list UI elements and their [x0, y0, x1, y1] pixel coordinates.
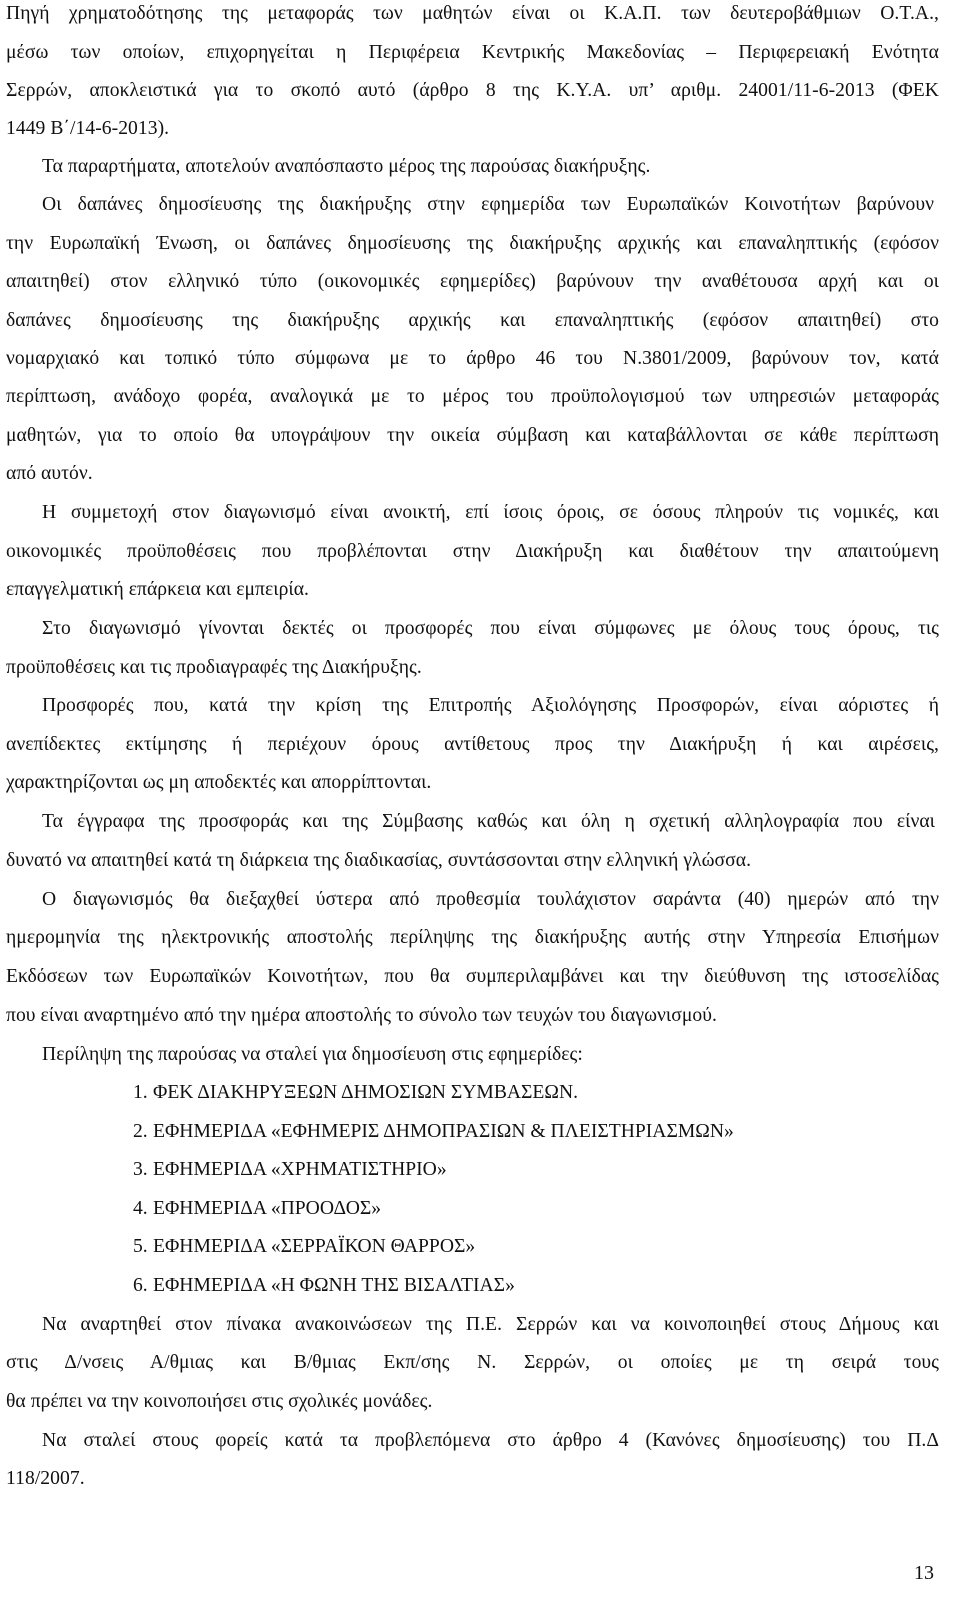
costs-line-7: μαθητών, για το οποίο θα υπογράψουν την οικεία σύμβαση και καταβάλλονται σε κάθε περίπτωση	[6, 425, 939, 446]
deadline-line-4: που είναι αναρτημένο από την ημέρα αποστολής το σύνολο των τευχών του διαγωνισμού.	[6, 1005, 717, 1026]
costs-line-4: δαπάνες δημοσίευσης της διακήρυξης αρχικής και επαναληπτικής (εφόσον απαιτηθεί) στο	[6, 310, 939, 331]
accepted-line-2: προϋποθέσεις και τις προδιαγραφές της Διακήρυξης.	[6, 657, 422, 678]
list-item	[133, 1274, 515, 1298]
participation-line-1: Η συμμετοχή στον διαγωνισμό είναι ανοικτή, επί ίσοις όροις, σε όσους πληρούν τις νομικές, και	[42, 502, 939, 523]
costs-line-1: Οι δαπάνες δημοσίευσης της διακήρυξης στην εφημερίδα των Ευρωπαϊκών Κοινοτήτων βαρύνουν	[42, 194, 934, 215]
list-text: ΕΦΗΜΕΡΙΔΑ «ΕΦΗΜΕΡΙΣ ΔΗΜΟΠΡΑΣΙΩΝ & ΠΛΕΙΣΤΗΡΙΑΣΜΩΝ»	[153, 1121, 734, 1142]
funding-line-3: Σερρών, αποκλειστικά για το σκοπό αυτό (άρθρο 8 της Κ.Υ.Α. υπ’ αριθμ. 24001/11-6-2013 (ΦΕΚ	[6, 80, 939, 101]
list-number: 2.	[133, 1121, 148, 1142]
notification-line-3: θα πρέπει να την κοινοποιήσει στις σχολικές μονάδες.	[6, 1391, 433, 1412]
list-item	[133, 1197, 381, 1221]
list-number: 1.	[133, 1082, 148, 1103]
page-number: 13	[914, 1562, 934, 1584]
costs-line-6: περίπτωση, ανάδοχο φορέα, αναλογικά με το μέρος του προϋπολογισμού των υπηρεσιών μεταφοράς	[6, 386, 939, 407]
list-number: 5.	[133, 1236, 148, 1257]
list-text: ΕΦΗΜΕΡΙΔΑ «ΠΡΟΟΔΟΣ»	[153, 1198, 382, 1219]
annexes-line: Τα παραρτήματα, αποτελούν αναπόσπαστο μέρος της παρούσας διακήρυξης.	[42, 156, 651, 177]
costs-line-2: την Ευρωπαϊκή Ένωση, οι δαπάνες δημοσίευσης της διακήρυξης αρχικής και επαναληπτικής (εφόσον	[6, 233, 939, 254]
language-line-2: δυνατό να απαιτηθεί κατά τη διάρκεια της διαδικασίας, συντάσσονται στην ελληνική γλώσσα.	[6, 850, 752, 871]
accepted-line-1: Στο διαγωνισμό γίνονται δεκτές οι προσφορές που είναι σύμφωνες με όλους τους όρους, τις	[42, 618, 939, 639]
list-item	[133, 1158, 447, 1182]
list-text: ΕΦΗΜΕΡΙΔΑ «ΣΕΡΡΑΪΚΟΝ ΘΑΡΡΟΣ»	[153, 1236, 476, 1257]
dispatch-line-2: 118/2007.	[6, 1468, 85, 1489]
list-number: 6.	[133, 1275, 148, 1296]
costs-line-5: νομαρχιακό και τοπικό τύπο σύμφωνα με το άρθρο 46 του Ν.3801/2009, βαρύνουν τον, κατά	[6, 348, 939, 369]
participation-line-3: επαγγελματική επάρκεια και εμπειρία.	[6, 579, 310, 600]
newspapers-intro: Περίληψη της παρούσας να σταλεί για δημοσίευση στις εφημερίδες:	[42, 1044, 583, 1065]
funding-line-4: 1449 Β΄/14-6-2013).	[6, 118, 170, 139]
rejected-line-2: ανεπίδεκτες εκτίμησης ή περιέχουν όρους αντίθετους προς την Διακήρυξη ή και αιρέσεις,	[6, 734, 939, 755]
language-line-1: Τα έγγραφα της προσφοράς και της Σύμβασης καθώς και όλη η σχετική αλληλογραφία που είναι	[42, 811, 935, 832]
list-text: ΕΦΗΜΕΡΙΔΑ «ΧΡΗΜΑΤΙΣΤΗΡΙΟ»	[153, 1159, 447, 1180]
list-text: ΦΕΚ ΔΙΑΚΗΡΥΞΕΩΝ ΔΗΜΟΣΙΩΝ ΣΥΜΒΑΣΕΩΝ.	[153, 1082, 579, 1103]
costs-line-3: απαιτηθεί) στον ελληνικό τύπο (οικονομικές εφημερίδες) βαρύνουν την αναθέτουσα αρχή και οι	[6, 271, 939, 292]
funding-line-1: Πηγή χρηματοδότησης της μεταφοράς των μαθητών είναι οι Κ.Α.Π. των δευτεροβάθμιων Ο.Τ.Α.,	[6, 3, 939, 24]
list-item	[133, 1081, 578, 1105]
participation-line-2: οικονομικές προϋποθέσεις που προβλέπονται στην Διακήρυξη και διαθέτουν την απαιτούμενη	[6, 541, 939, 562]
funding-line-2: μέσω των οποίων, επιχορηγείται η Περιφέρεια Κεντρικής Μακεδονίας – Περιφερειακή Ενότητα	[6, 42, 939, 63]
list-number: 4.	[133, 1198, 148, 1219]
rejected-line-1: Προσφορές που, κατά την κρίση της Επιτροπής Αξιολόγησης Προσφορών, είναι αόριστες ή	[42, 695, 939, 716]
list-text: ΕΦΗΜΕΡΙΔΑ «Η ΦΩΝΗ ΤΗΣ ΒΙΣΑΛΤΙΑΣ»	[153, 1275, 515, 1296]
list-item	[133, 1120, 734, 1144]
list-number: 3.	[133, 1159, 148, 1180]
notification-line-1: Να αναρτηθεί στον πίνακα ανακοινώσεων της Π.Ε. Σερρών και να κοινοποιηθεί στους Δήμους και	[42, 1314, 939, 1335]
deadline-line-1: Ο διαγωνισμός θα διεξαχθεί ύστερα από προθεσμία τουλάχιστον σαράντα (40) ημερών από την	[42, 889, 939, 910]
deadline-line-3: Εκδόσεων των Ευρωπαϊκών Κοινοτήτων, που θα συμπεριλαμβάνει και την διεύθυνση της ιστοσελίδας	[6, 966, 939, 987]
notification-line-2: στις Δ/νσεις Α/θμιας και Β/θμιας Εκπ/σης Ν. Σερρών, οι οποίες με τη σειρά τους	[6, 1352, 939, 1373]
deadline-line-2: ημερομηνία της ηλεκτρονικής αποστολής περίληψης της διακήρυξης αυτής στην Υπηρεσία Επισήμων	[6, 927, 939, 948]
costs-line-8: από αυτόν.	[6, 463, 93, 484]
dispatch-line-1: Να σταλεί στους φορείς κατά τα προβλεπόμενα στο άρθρο 4 (Κανόνες δημοσίευσης) του Π.Δ	[42, 1430, 939, 1451]
rejected-line-3: χαρακτηρίζονται ως μη αποδεκτές και απορρίπτονται.	[6, 772, 432, 793]
list-item	[133, 1235, 475, 1259]
